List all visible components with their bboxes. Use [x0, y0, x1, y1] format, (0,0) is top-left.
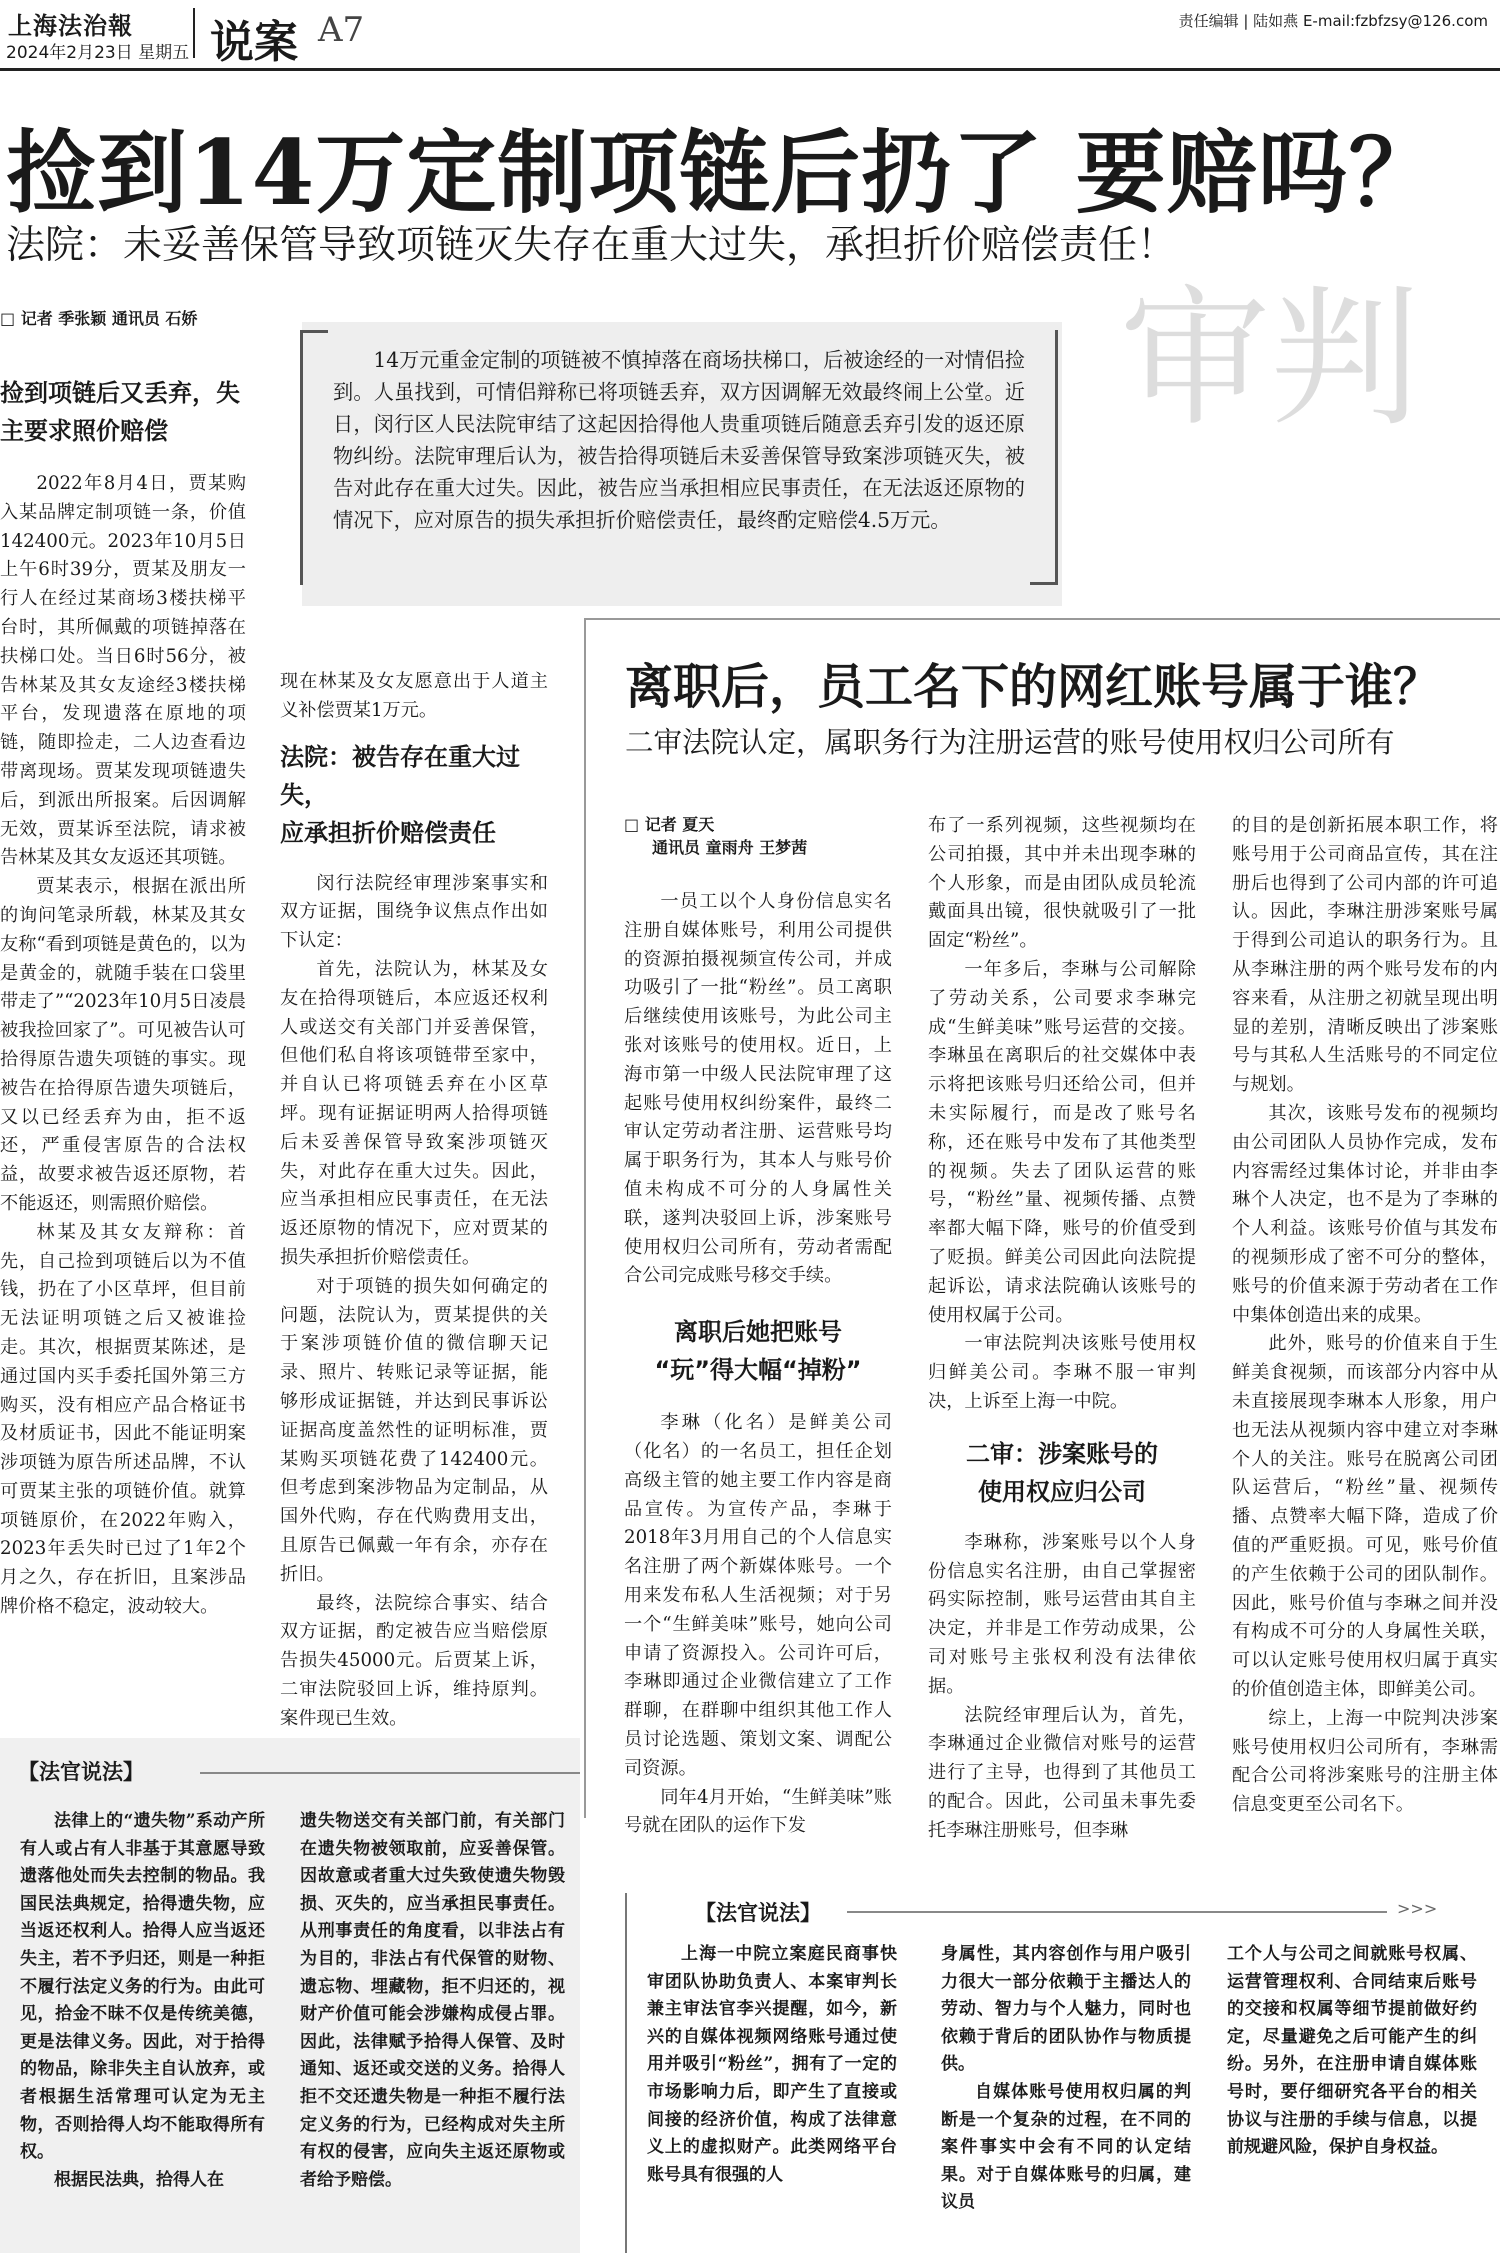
masthead-logo: 上海法治報 [8, 11, 133, 40]
byline-line: □ 记者 夏天 [624, 815, 715, 834]
body-paragraph: 李琳（化名）是鲜美公司（化名）的一名员工，担任企划高级主管的她主要工作内容是商品宣传。为宣传产品，李琳于2018年3月用自己的个人信息实名注册了两个新媒体账号。一个用来发布私人生活视频；对于另一个“生鲜美味”账号，她向公司申请了资源投入。公司许可后，李琳即通过企业微信建立了工作群聊，在群聊中组织其他工作人员讨论选题、策划文案、调配公司资源。 [624, 1412, 892, 1779]
body-paragraph: 2022年8月4日，贾某购入某品牌定制项链一条，价值142400元。2023年10月5日上午6时39分，贾某及朋友一行人在经过某商场3楼扶梯平台时，其所佩戴的项链掉落在扶梯口处。当日6时56分，被告林某及其女友途经3楼扶梯平台，发现遗落在原地的项链，随即捡走，二人边查看边带离现场。贾某发现项链遗失后，到派出所报案。后因调解无效，贾某诉至法院，请求被告林某及其女友返还其项链。 [0, 473, 246, 869]
subhead-line: 捡到项链后又丢弃，失 [0, 379, 240, 407]
article1-col1-body [0, 470, 246, 1622]
body-paragraph: 此外，账号的价值来自于生鲜美食视频，而该部分内容中从未直接展现李琳本人形象，用户也无法从视频内容中建立对李琳个人的关注。账号在脱离公司团队运营后，“粉丝”量、视频传播、点赞率大幅下降，造成了价值的严重贬损。可见，账号价值的产生依赖于公司的团队制作。因此，账号价值与李琳之间并没有构成不可分的人身属性关联，可以认定账号使用权归属于真实的价值创造主体，即鲜美公司。 [1232, 1333, 1498, 1700]
article2-judge-note [625, 1893, 1500, 2253]
body-paragraph: 现在林某及女友愿意出于人道主义补偿贾某1万元。 [280, 671, 548, 721]
editor-credit: 责任编辑 | 陆如燕 E-mail:fzbfzsy@126.com [1178, 12, 1488, 30]
subhead-line: 二审：涉案账号的 [966, 1439, 1158, 1468]
note-paragraph: 身属性，其内容创作与用户吸引力很大一部分依赖于主播达人的劳动、智力与个人魅力，同时也依赖于背后的团队协作与物质提供。 [941, 1944, 1191, 2075]
article2-subtitle: 二审法院认定，属职务行为注册运营的账号使用权归公司所有 [625, 726, 1395, 759]
article2-col2-subhead [928, 1435, 1196, 1511]
body-paragraph: 一审法院判决该账号使用权归鲜美公司。李琳不服一审判决，上诉至上海一中院。 [928, 1333, 1196, 1412]
judge-note-col2 [300, 1808, 565, 2194]
article2-headline: 离职后，员工名下的网红账号属于谁？ [625, 659, 1442, 715]
note-paragraph: 工个人与公司之间就账号权属、运营管理权利、合同结束后账号的交接和权属等细节提前做好约定，尽量避免之后可能产生的纠纷。另外，在注册申请自媒体账号时，要仔细研究各平台的相关协议与注册的手续与信息，以提前规避风险，保护自身权益。 [1227, 1944, 1477, 2158]
header-divider [193, 8, 195, 58]
judge-note-label: 【法官说法】 [18, 1760, 144, 1784]
subhead-line: 应承担折价赔偿责任 [280, 818, 496, 847]
article-divider [584, 618, 586, 1818]
article1-lead [300, 330, 1058, 585]
article2-col3-body [1232, 812, 1498, 1820]
judge-note-rule [847, 1911, 1387, 1913]
issue-date: 2024年2月23日 星期五 [6, 43, 190, 63]
note-paragraph: 上海一中院立案庭民商事快审团队协助负责人、本案审判长兼主审法官李兴提醒，如今，新兴的自媒体视频网络账号通过使用并吸引“粉丝”，拥有了一定的市场影响力后，即产生了直接或间接的经济价值，构成了法律意义上的虚拟财产。此类网络平台账号具有很强的人 [647, 1944, 897, 2185]
article-divider [584, 618, 1500, 620]
judge-note-col3 [1227, 1941, 1477, 2162]
body-paragraph: 林某及其女友辩称：首先，自己捡到项链后以为不值钱，扔在了小区草坪，但目前无法证明项链之后又被谁捡走。其次，根据贾某陈述，是通过国内买手委托国外第三方购买，没有相应产品合格证书及材质证书，因此不能证明案涉项链为原告所述品牌，不认可贾某主张的项链价值。就算项链原价，在2022年购入，2023年丢失时已过了1年2个月之久，存在折旧，且案涉品牌价格不稳定，波动较大。 [0, 1221, 246, 1618]
note-paragraph: 根据民法典，拾得人在 [54, 2169, 224, 2190]
subhead-line: 离职后她把账号 [674, 1318, 842, 1347]
body-paragraph: 其次，该账号发布的视频均由公司团队人员协作完成，发布内容需经过集体讨论，并非由李琳个人决定，也不是为了李琳的个人利益。该账号价值与其发布的视频形成了密不可分的整体，账号的价值来源于劳动者在工作中集体创造出来的成果。 [1232, 1102, 1498, 1326]
subhead-line: 法院：被告存在重大过失， [280, 742, 520, 809]
article1-col2-subhead [280, 738, 548, 852]
body-paragraph: 贾某表示，根据在派出所的询问笔录所载，林某及其女友称“看到项链是黄色的，以为是黄金的，就随手装在口袋里带走了”“2023年10月5日凌晨被我捡回家了”。可见被告认可拾得原告遗失项链的事实。现被告在拾得原告遗失项链后，又以已经丢弃为由，拒不返还，严重侵害原告的合法权益，故要求被告返还原物，若不能返还，则需照价赔偿。 [0, 876, 246, 1214]
body-paragraph: 的目的是创新拓展本职工作，将账号用于公司商品宣传，其在注册后也得到了公司内部的许可追认。因此，李琳注册涉案账号属于得到公司追认的职务行为。且从李琳注册的两个账号发布的内容来看，从注册之初就呈现出明显的差别，清晰反映出了涉案账号与其私人生活账号的不同定位与规划。 [1232, 815, 1498, 1096]
body-paragraph: 李琳称，涉案账号以个人身份信息实名注册，由自己掌握密码实际控制，账号运营由其自主决定，并非是工作劳动成果，公司对账号主张权利没有法律依据。 [928, 1531, 1196, 1697]
watermark-text: 审判 [1120, 273, 1421, 447]
header-rule [0, 68, 1500, 71]
article2-col2-body [928, 812, 1196, 1417]
article2-col1-body-b [624, 1409, 892, 1841]
body-paragraph: 一年多后，李琳与公司解除了劳动关系，公司要求李琳完成“生鲜美味”账号运营的交接。李琳虽在离职后的社交媒体中表示将把该账号归还给公司，但并未实际履行，而是改了账号名称，还在账号中发布了其他类型的视频。失去了团队运营的账号，“粉丝”量、视频传播、点赞率都大幅下降，账号的价值受到了贬损。鲜美公司因此向法院提起诉讼，请求法院确认该账号的使用权属于公司。 [928, 958, 1196, 1326]
body-paragraph: 综上，上海一中院判决涉案账号使用权归公司所有，李琳需配合公司将涉案账号的注册主体信息变更至公司名下。 [1232, 1707, 1498, 1816]
judge-note-label: 【法官说法】 [695, 1901, 821, 1925]
byline-line: 通讯员 童雨舟 王梦茜 [652, 838, 808, 857]
article2-byline [624, 812, 892, 858]
article2-col1-subhead [624, 1313, 892, 1389]
note-paragraph: 自媒体账号使用权归属的判断是一个复杂的过程，在不同的案件事实中会有不同的认定结果。对于自媒体账号的归属，建议员 [941, 2081, 1191, 2213]
subhead-line: 使用权应归公司 [978, 1477, 1146, 1506]
article1-headline: 捡到14万定制项链后扔了 要赔吗？ [6, 120, 1440, 226]
judge-note-col2 [941, 1941, 1191, 2217]
article1-byline: □ 记者 季张颖 通讯员 石娇 [0, 309, 198, 328]
body-paragraph: 首先，法院认为，林某及女友在拾得项链后，本应返还权利人或送交有关部门并妥善保管，但他们私自将该项链带至家中，并自认已将项链丢弃在小区草坪。现有证据证明两人拾得项链后未妥善保管导致案涉项链灭失，对此存在重大过失。因此，应当承担相应民事责任，在无法返还原物的情况下，应对贾某的损失承担折价赔偿责任。 [280, 958, 548, 1268]
note-paragraph: 法律上的“遗失物”系动产所有人或占有人非基于其意愿导致遗落他处而失去控制的物品。我国民法典规定，拾得遗失物，应当返还权利人。拾得人应当返还失主，若不予归还，则是一种拒不履行法定义务的行为。由此可见，拾金不昧不仅是传统美德，更是法律义务。因此，对于拾得的物品，除非失主自认放弃，或者根据生活常理可认定为无主物，否则拾得人均不能取得所有权。 [20, 1811, 265, 2163]
body-paragraph: 一员工以个人身份信息实名注册自媒体账号，利用公司提供的资源拍摄视频宣传公司，并成功吸引了一批“粉丝”。员工离职后继续使用该账号，为此公司主张对该账号的使用权。近日，上海市第一中级人民法院审理了这起账号使用权纠纷案件，最终二审认定劳动者注册、运营账号均属于职务行为，其本人与账号价值未构成不可分的人身属性关联，遂判决驳回上诉，涉案账号使用权归公司所有，劳动者需配合公司完成账号移交手续。 [624, 891, 892, 1287]
body-paragraph: 布了一系列视频，这些视频均在公司拍摄，其中并未出现李琳的个人形象，而是由团队成员轮流戴面具出镜，很快就吸引了一批固定“粉丝”。 [928, 815, 1196, 952]
body-paragraph: 对于项链的损失如何确定的问题，法院认为，贾某提供的关于案涉项链价值的微信聊天记录、照片、转账记录等证据，能够形成证据链，并达到民事诉讼证据高度盖然性的证明标准，贾某购买项链花费了142400元。但考虑到案涉物品为定制品，从国外代购，存在代购费用支出，且原告已佩戴一年有余，亦存在折旧。 [280, 1275, 548, 1585]
article1-subtitle: 法院：未妥善保管导致项链灭失存在重大过失，承担折价赔偿责任！ [6, 223, 1177, 268]
article2-col1-body [624, 888, 892, 1291]
article1-col2-top [280, 668, 548, 726]
judge-note-rule [200, 1772, 580, 1774]
body-paragraph: 闵行法院经审理涉案事实和双方证据，围绕争议焦点作出如下认定： [280, 872, 548, 952]
subhead-line: 主要求照价赔偿 [0, 417, 168, 445]
body-paragraph: 最终，法院综合事实、结合双方证据，酌定被告应当赔偿原告损失45000元。后贾某上诉，二审法院驳回上诉，维持原判。案件现已生效。 [280, 1592, 548, 1729]
article1-col1-subhead [0, 374, 246, 450]
body-paragraph: 法院经审理后认为，首先，李琳通过企业微信对账号的运营进行了主导，也得到了其他员工的配合。因此，公司虽未事先委托李琳注册账号，但李琳 [928, 1704, 1196, 1841]
judge-note-col1 [20, 1808, 265, 2194]
subhead-line: “玩”得大幅“掉粉” [654, 1356, 862, 1385]
judge-note-col1 [647, 1941, 897, 2189]
page-number: A7 [318, 10, 365, 50]
arrows-icon: >>> [1397, 1899, 1438, 1918]
body-paragraph: 同年4月开始，“生鲜美味”账号就在团队的运作下发 [624, 1786, 892, 1837]
article2-col2-body-b [928, 1529, 1196, 1846]
note-paragraph: 遗失物送交有关部门前，有关部门在遗失物被领取前，应妥善保管。因故意或者重大过失致使遗失物毁损、灭失的，应当承担民事责任。从刑事责任的角度看，以非法占有为目的，非法占有代保管的财物、遗忘物、埋藏物，拒不归还的，视财产价值可能会涉嫌构成侵占罪。因此，法律赋予拾得人保管、及时通知、返还或交送的义务。拾得人拒不交还遗失物是一种拒不履行法定义务的行为，已经构成对失主所有权的侵害，应向失主返还原物或者给予赔偿。 [300, 1811, 565, 2190]
section-name: 说案 [210, 17, 298, 68]
article1-col2-body [280, 870, 548, 1734]
lead-paragraph: 14万元重金定制的项链被不慎掉落在商场扶梯口，后被途经的一对情侣捡到。人虽找到，可情侣辩称已将项链丢弃，双方因调解无效最终闹上公堂。近日，闵行区人民法院审结了这起因拾得他人贵重项链后随意丢弃引发的返还原物纠纷。法院审理后认为，被告拾得项链后未妥善保管导致案涉项链灭失，被告对此存在重大过失。因此，被告应当承担相应民事责任，在无法返还原物的情况下，应对原告的损失承担折价赔偿责任，最终酌定赔偿4.5万元。 [333, 348, 1025, 532]
article1-judge-note [0, 1738, 580, 2253]
